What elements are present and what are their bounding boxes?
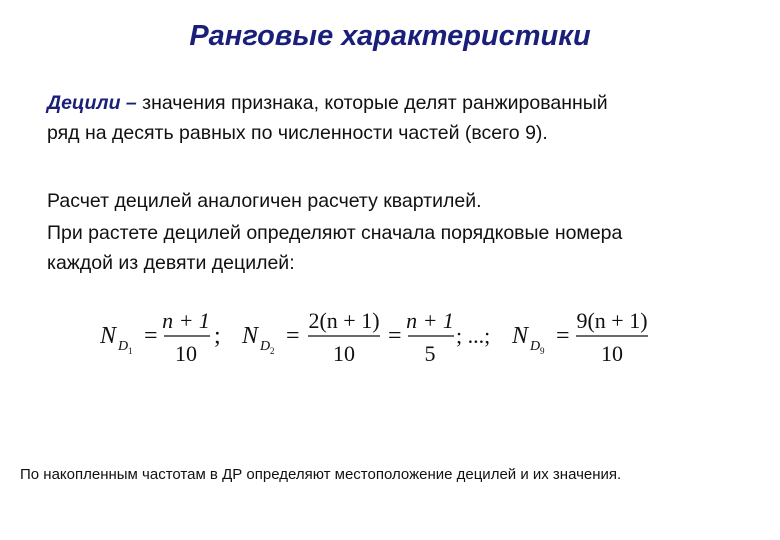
footer-note: По накопленным частотам в ДР определяют местоположение децилей и их значения. <box>20 466 622 483</box>
frac9-denominator: 10 <box>601 341 623 366</box>
n-symbol-9: N <box>512 323 529 349</box>
sub-d-2: D <box>260 339 271 354</box>
semicolon-1: ; <box>214 323 221 349</box>
sub-d-9: D <box>530 339 541 354</box>
equals-3: = <box>388 323 402 349</box>
equals-9: = <box>556 323 570 349</box>
equals-1: = <box>144 323 158 349</box>
decile-formula <box>96 300 676 380</box>
frac1-denominator: 10 <box>175 341 197 366</box>
frac3-numerator: n + 1 <box>406 308 454 333</box>
frac2-denominator: 10 <box>333 341 355 366</box>
calculation-paragraph: Расчет децилей аналогичен расчету квартилей. <box>47 190 482 212</box>
sub-index-2: 2 <box>270 346 275 356</box>
slide-title: Ранговые характеристики <box>189 20 591 52</box>
sub-d-1: D <box>118 339 129 354</box>
definition-line-2: ряд на десять равных по численности частей (всего 9). <box>47 122 548 144</box>
frac2-numerator: 2(n + 1) <box>308 308 380 333</box>
n-symbol-2: N <box>242 323 259 349</box>
ordinal-numbers-paragraph <box>47 218 622 278</box>
sub-index-1: 1 <box>128 346 133 356</box>
definition-paragraph <box>47 88 608 148</box>
frac3-denominator: 5 <box>424 341 436 366</box>
decile-formula-svg <box>96 300 676 380</box>
formula-ellipsis: ; ...; <box>456 323 491 348</box>
definition-line-1 <box>47 88 608 118</box>
ordinal-line-1: При растете децилей определяют сначала порядковые номера <box>47 222 623 244</box>
frac1-numerator: n + 1 <box>162 308 210 333</box>
definition-term: Децили <box>47 92 121 114</box>
definition-text: значения признака, которые делят ранжированный <box>142 92 608 114</box>
definition-dash: – <box>120 92 143 114</box>
equals-2: = <box>286 323 300 349</box>
frac9-numerator: 9(n + 1) <box>576 308 648 333</box>
n-symbol-1: N <box>100 323 117 349</box>
ordinal-line-2: каждой из девяти децилей: <box>47 252 295 274</box>
sub-index-9: 9 <box>540 346 545 356</box>
